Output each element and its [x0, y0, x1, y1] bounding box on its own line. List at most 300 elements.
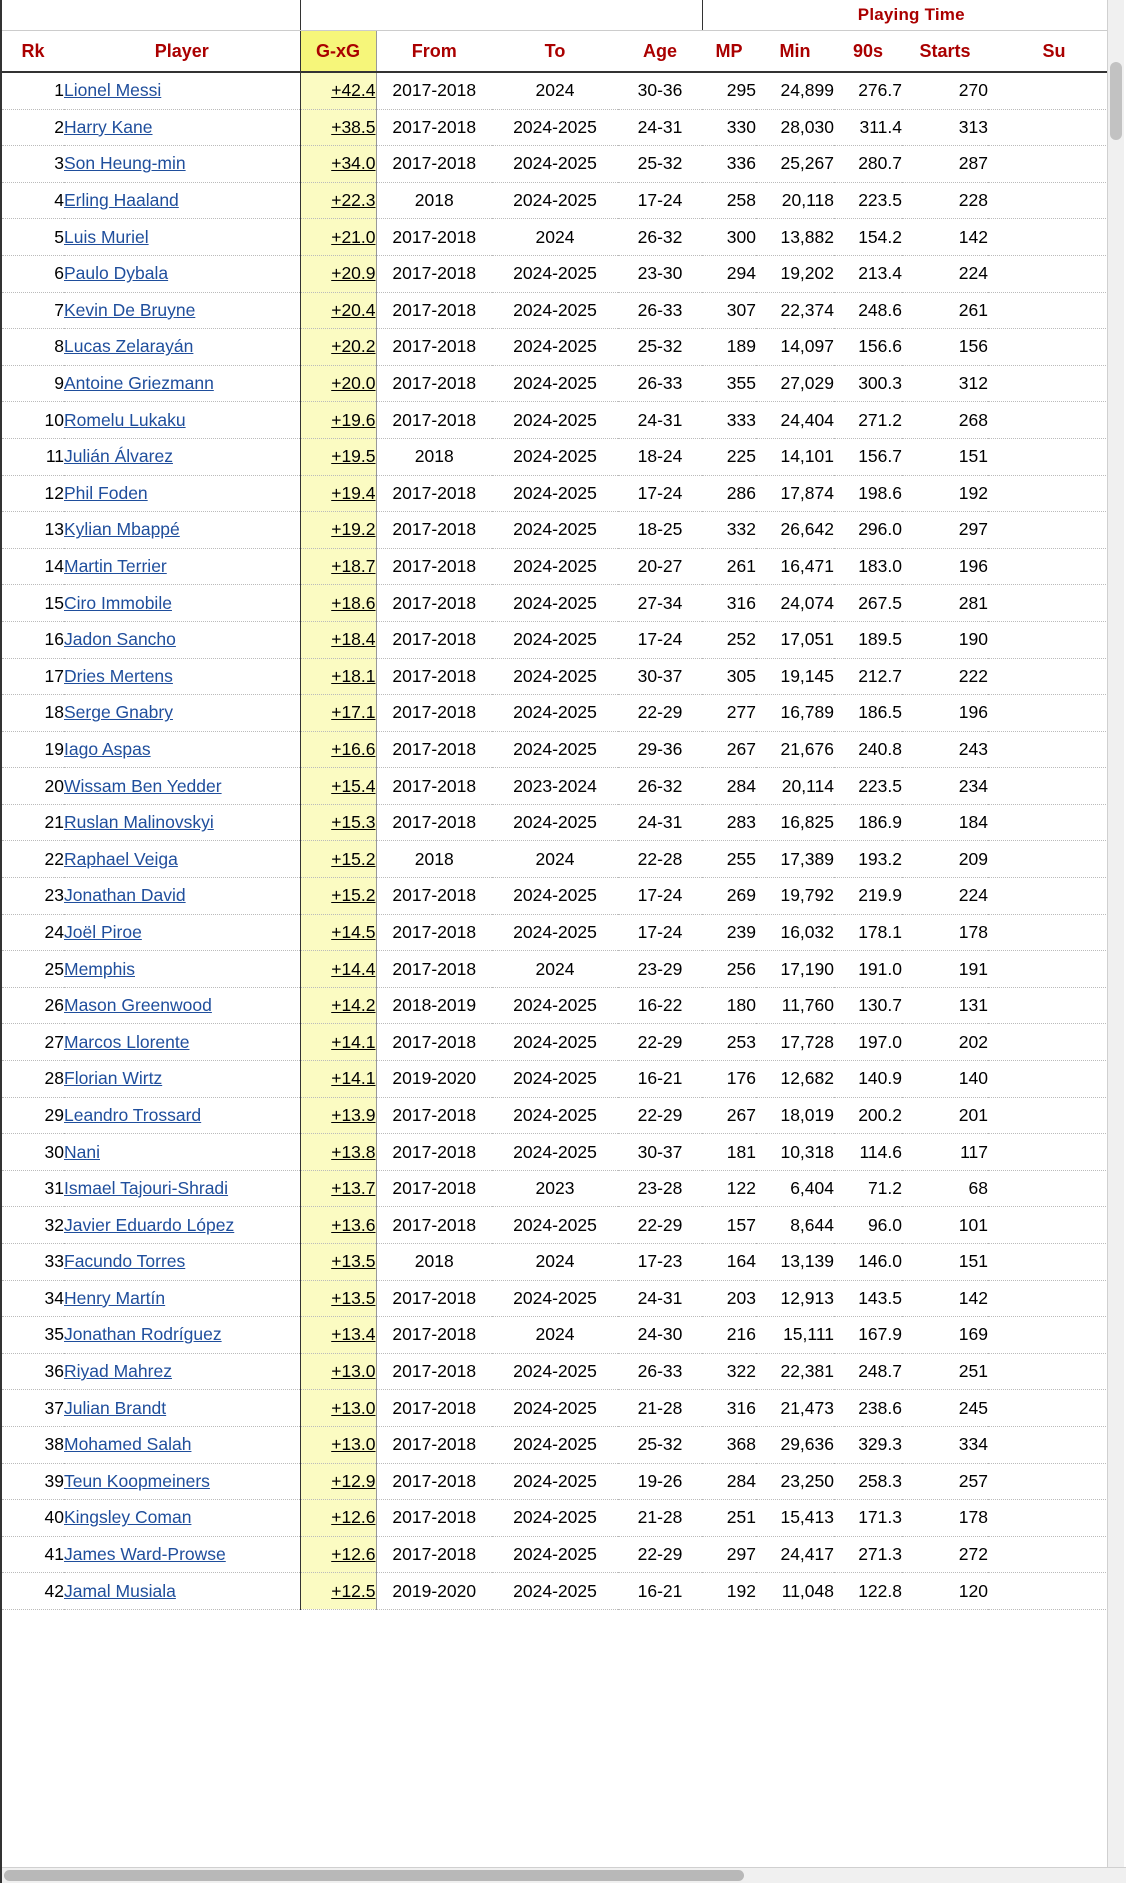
gxg-value: +13.4 [331, 1324, 376, 1345]
cell-player [64, 658, 300, 695]
player-link[interactable]: Nani [64, 1141, 100, 1162]
vertical-scrollbar[interactable] [1107, 0, 1124, 1868]
cell-starts: 334 [902, 1426, 988, 1463]
cell-starts: 190 [902, 621, 988, 658]
cell-from: 2017-2018 [376, 219, 492, 256]
cell-mp: 253 [702, 1024, 756, 1061]
cell-starts: 268 [902, 402, 988, 439]
cell-90s: 280.7 [834, 146, 902, 183]
cell-age: 17-24 [618, 475, 702, 512]
cell-subs [988, 182, 1120, 219]
cell-to: 2024 [492, 72, 618, 109]
player-link[interactable]: Javier Eduardo López [64, 1214, 235, 1235]
player-link[interactable]: Dries Mertens [64, 665, 173, 686]
cell-90s: 130.7 [834, 987, 902, 1024]
cell-from: 2017-2018 [376, 621, 492, 658]
gxg-value: +13.5 [331, 1251, 376, 1272]
cell-min: 25,267 [756, 146, 834, 183]
player-link[interactable]: Julián Álvarez [64, 446, 173, 467]
cell-starts: 142 [902, 219, 988, 256]
gxg-value: +18.1 [331, 665, 376, 686]
player-link[interactable]: Henry Martín [64, 1287, 166, 1308]
cell-gxg [300, 914, 376, 951]
cell-player [64, 951, 300, 988]
cell-min: 24,404 [756, 402, 834, 439]
player-link[interactable]: Raphael Veiga [64, 848, 178, 869]
cell-age: 27-34 [618, 585, 702, 622]
cell-rank: 37 [2, 1390, 64, 1427]
player-link[interactable]: Antoine Griezmann [64, 373, 214, 394]
player-link[interactable]: Luis Muriel [64, 226, 149, 247]
player-link[interactable]: Julian Brandt [64, 1397, 167, 1418]
cell-from: 2017-2018 [376, 1463, 492, 1500]
cell-age: 24-31 [618, 402, 702, 439]
cell-age: 24-31 [618, 804, 702, 841]
cell-90s: 167.9 [834, 1317, 902, 1354]
cell-min: 17,051 [756, 621, 834, 658]
cell-mp: 333 [702, 402, 756, 439]
cell-90s: 271.3 [834, 1536, 902, 1573]
cell-starts: 196 [902, 695, 988, 732]
player-link[interactable]: Riyad Mahrez [64, 1361, 172, 1382]
cell-gxg [300, 1061, 376, 1098]
cell-from: 2017-2018 [376, 109, 492, 146]
cell-gxg [300, 987, 376, 1024]
cell-player [64, 365, 300, 402]
player-link[interactable]: Ruslan Malinovskyi [64, 812, 214, 833]
gxg-value: +18.7 [331, 556, 376, 577]
cell-from: 2017-2018 [376, 475, 492, 512]
cell-from: 2017-2018 [376, 1170, 492, 1207]
cell-to: 2024-2025 [492, 1426, 618, 1463]
cell-starts: 281 [902, 585, 988, 622]
table-row [2, 1500, 1120, 1537]
cell-from: 2017-2018 [376, 1097, 492, 1134]
cell-player [64, 1170, 300, 1207]
cell-mp: 295 [702, 72, 756, 109]
cell-age: 17-24 [618, 182, 702, 219]
cell-starts: 151 [902, 1244, 988, 1281]
cell-starts: 156 [902, 329, 988, 366]
table-row [2, 987, 1120, 1024]
cell-90s: 96.0 [834, 1207, 902, 1244]
cell-mp: 122 [702, 1170, 756, 1207]
cell-starts: 243 [902, 731, 988, 768]
gxg-value: +13.5 [331, 1287, 376, 1308]
cell-from: 2017-2018 [376, 1500, 492, 1537]
player-link[interactable]: Kylian Mbappé [64, 519, 180, 540]
gxg-value: +19.2 [331, 519, 376, 540]
column-header-age[interactable]: Age [618, 31, 702, 73]
cell-to: 2024-2025 [492, 329, 618, 366]
cell-gxg [300, 1207, 376, 1244]
cell-to: 2024-2025 [492, 804, 618, 841]
cell-mp: 203 [702, 1280, 756, 1317]
cell-starts: 101 [902, 1207, 988, 1244]
table-row [2, 695, 1120, 732]
player-link[interactable]: Son Heung-min [64, 153, 186, 174]
cell-min: 21,676 [756, 731, 834, 768]
cell-min: 19,792 [756, 878, 834, 915]
cell-rank: 20 [2, 768, 64, 805]
cell-to: 2024-2025 [492, 512, 618, 549]
gxg-value: +17.1 [331, 702, 376, 723]
cell-mp: 336 [702, 146, 756, 183]
cell-subs [988, 402, 1120, 439]
cell-subs [988, 109, 1120, 146]
cell-mp: 284 [702, 768, 756, 805]
horizontal-scrollbar-thumb[interactable] [4, 1870, 744, 1881]
cell-gxg [300, 402, 376, 439]
cell-subs [988, 951, 1120, 988]
cell-age: 26-33 [618, 292, 702, 329]
cell-gxg [300, 1170, 376, 1207]
cell-subs [988, 1097, 1120, 1134]
cell-player [64, 914, 300, 951]
cell-mp: 225 [702, 438, 756, 475]
player-link[interactable]: Memphis [64, 958, 135, 979]
cell-subs [988, 1061, 1120, 1098]
cell-90s: 258.3 [834, 1463, 902, 1500]
column-header-rk[interactable]: Rk [2, 31, 64, 73]
cell-rank: 38 [2, 1426, 64, 1463]
cell-90s: 223.5 [834, 182, 902, 219]
cell-90s: 189.5 [834, 621, 902, 658]
cell-from: 2017-2018 [376, 292, 492, 329]
cell-gxg [300, 146, 376, 183]
cell-to: 2024 [492, 1317, 618, 1354]
cell-subs [988, 878, 1120, 915]
cell-player [64, 1280, 300, 1317]
gxg-value: +15.4 [331, 775, 376, 796]
cell-from: 2017-2018 [376, 951, 492, 988]
cell-age: 18-25 [618, 512, 702, 549]
cell-mp: 307 [702, 292, 756, 329]
cell-player [64, 219, 300, 256]
table-row [2, 1244, 1120, 1281]
cell-subs [988, 512, 1120, 549]
group-header-playing-time: Playing Time [702, 0, 1120, 31]
cell-rank: 6 [2, 255, 64, 292]
cell-to: 2024-2025 [492, 1024, 618, 1061]
cell-mp: 267 [702, 1097, 756, 1134]
cell-starts: 140 [902, 1061, 988, 1098]
cell-mp: 283 [702, 804, 756, 841]
gxg-value: +13.7 [331, 1178, 376, 1199]
cell-90s: 300.3 [834, 365, 902, 402]
table-row [2, 1573, 1120, 1610]
cell-gxg [300, 182, 376, 219]
player-link[interactable]: Jonathan Rodríguez [64, 1324, 222, 1345]
cell-age: 17-23 [618, 1244, 702, 1281]
cell-gxg [300, 621, 376, 658]
cell-mp: 316 [702, 585, 756, 622]
cell-starts: 297 [902, 512, 988, 549]
player-link[interactable]: Jonathan David [64, 885, 186, 906]
gxg-value: +34.0 [331, 153, 376, 174]
cell-subs [988, 1280, 1120, 1317]
player-link[interactable]: Paulo Dybala [64, 263, 169, 284]
cell-min: 20,114 [756, 768, 834, 805]
cell-90s: 240.8 [834, 731, 902, 768]
cell-90s: 271.2 [834, 402, 902, 439]
cell-subs [988, 255, 1120, 292]
cell-gxg [300, 951, 376, 988]
cell-to: 2024-2025 [492, 548, 618, 585]
table-row [2, 329, 1120, 366]
cell-player [64, 878, 300, 915]
column-header-mp[interactable]: MP [702, 31, 756, 73]
cell-min: 22,381 [756, 1353, 834, 1390]
cell-to: 2024-2025 [492, 1097, 618, 1134]
cell-starts: 261 [902, 292, 988, 329]
player-link[interactable]: Kevin De Bruyne [64, 299, 196, 320]
cell-starts: 178 [902, 1500, 988, 1537]
cell-subs [988, 1134, 1120, 1171]
cell-age: 23-30 [618, 255, 702, 292]
cell-mp: 216 [702, 1317, 756, 1354]
player-link[interactable]: Leandro Trossard [64, 1104, 202, 1125]
cell-mp: 256 [702, 951, 756, 988]
player-link[interactable]: Martin Terrier [64, 556, 167, 577]
cell-90s: 248.6 [834, 292, 902, 329]
gxg-value: +18.6 [331, 592, 376, 613]
cell-90s: 198.6 [834, 475, 902, 512]
cell-gxg [300, 658, 376, 695]
cell-subs [988, 621, 1120, 658]
cell-rank: 31 [2, 1170, 64, 1207]
cell-starts: 169 [902, 1317, 988, 1354]
cell-gxg [300, 255, 376, 292]
player-link[interactable]: Phil Foden [64, 482, 148, 503]
column-header-starts[interactable]: Starts [902, 31, 988, 73]
column-header-min[interactable]: Min [756, 31, 834, 73]
cell-age: 22-29 [618, 1536, 702, 1573]
player-link[interactable]: Serge Gnabry [64, 702, 173, 723]
cell-starts: 251 [902, 1353, 988, 1390]
column-header-90s[interactable]: 90s [834, 31, 902, 73]
player-link[interactable]: Mason Greenwood [64, 995, 212, 1016]
cell-90s: 238.6 [834, 1390, 902, 1427]
cell-mp: 252 [702, 621, 756, 658]
cell-to: 2024-2025 [492, 1061, 618, 1098]
cell-age: 26-33 [618, 365, 702, 402]
cell-min: 17,389 [756, 841, 834, 878]
column-header-subs[interactable]: Su [988, 31, 1120, 73]
cell-min: 14,101 [756, 438, 834, 475]
player-link[interactable]: James Ward-Prowse [64, 1544, 226, 1565]
cell-mp: 181 [702, 1134, 756, 1171]
cell-min: 8,644 [756, 1207, 834, 1244]
cell-rank: 26 [2, 987, 64, 1024]
cell-to: 2024-2025 [492, 365, 618, 402]
cell-90s: 193.2 [834, 841, 902, 878]
cell-to: 2024-2025 [492, 1280, 618, 1317]
gxg-value: +12.5 [331, 1580, 376, 1601]
cell-rank: 22 [2, 841, 64, 878]
table-row [2, 109, 1120, 146]
player-link[interactable]: Florian Wirtz [64, 1068, 163, 1089]
gxg-value: +14.2 [331, 995, 376, 1016]
cell-player [64, 621, 300, 658]
cell-90s: 212.7 [834, 658, 902, 695]
column-header-to[interactable]: To [492, 31, 618, 73]
cell-mp: 258 [702, 182, 756, 219]
player-link[interactable]: Erling Haaland [64, 190, 179, 211]
cell-from: 2017-2018 [376, 768, 492, 805]
cell-starts: 192 [902, 475, 988, 512]
column-header-gxg[interactable]: G-xG [300, 31, 376, 73]
gxg-value: +13.0 [331, 1434, 376, 1455]
player-link[interactable]: Wissam Ben Yedder [64, 775, 222, 796]
cell-90s: 296.0 [834, 512, 902, 549]
gxg-value: +15.2 [331, 848, 376, 869]
cell-mp: 189 [702, 329, 756, 366]
cell-gxg [300, 1536, 376, 1573]
cell-subs [988, 731, 1120, 768]
player-link[interactable]: Ismael Tajouri-Shradi [64, 1178, 229, 1199]
cell-player [64, 329, 300, 366]
cell-subs [988, 72, 1120, 109]
table-row [2, 621, 1120, 658]
cell-starts: 272 [902, 1536, 988, 1573]
cell-90s: 200.2 [834, 1097, 902, 1134]
cell-player [64, 731, 300, 768]
player-link[interactable]: Joël Piroe [64, 921, 142, 942]
cell-from: 2017-2018 [376, 329, 492, 366]
cell-starts: 196 [902, 548, 988, 585]
cell-gxg [300, 1463, 376, 1500]
player-link[interactable]: Mohamed Salah [64, 1434, 192, 1455]
player-link[interactable]: Jadon Sancho [64, 629, 176, 650]
table-row [2, 878, 1120, 915]
cell-age: 22-28 [618, 841, 702, 878]
cell-starts: 201 [902, 1097, 988, 1134]
vertical-scrollbar-thumb[interactable] [1110, 62, 1122, 140]
cell-gxg [300, 475, 376, 512]
player-link[interactable]: Lucas Zelarayán [64, 336, 194, 357]
cell-gxg [300, 1244, 376, 1281]
gxg-value: +19.6 [331, 409, 376, 430]
cell-rank: 35 [2, 1317, 64, 1354]
cell-player [64, 1463, 300, 1500]
cell-to: 2024-2025 [492, 658, 618, 695]
gxg-value: +12.9 [331, 1470, 376, 1491]
cell-mp: 305 [702, 658, 756, 695]
player-link[interactable]: Jamal Musiala [64, 1580, 176, 1601]
cell-mp: 322 [702, 1353, 756, 1390]
cell-player [64, 1426, 300, 1463]
cell-from: 2017-2018 [376, 548, 492, 585]
cell-mp: 239 [702, 914, 756, 951]
player-link[interactable]: Lionel Messi [64, 80, 162, 101]
cell-age: 24-30 [618, 1317, 702, 1354]
player-link[interactable]: Romelu Lukaku [64, 409, 186, 430]
cell-rank: 36 [2, 1353, 64, 1390]
gxg-value: +38.5 [331, 116, 376, 137]
cell-mp: 176 [702, 1061, 756, 1098]
cell-mp: 269 [702, 878, 756, 915]
cell-to: 2024-2025 [492, 109, 618, 146]
cell-subs [988, 146, 1120, 183]
gxg-value: +15.3 [331, 812, 376, 833]
cell-min: 11,760 [756, 987, 834, 1024]
cell-subs [988, 1207, 1120, 1244]
cell-min: 6,404 [756, 1170, 834, 1207]
cell-player [64, 1134, 300, 1171]
column-header-from[interactable]: From [376, 31, 492, 73]
column-header-player[interactable]: Player [64, 31, 300, 73]
gxg-value: +18.4 [331, 629, 376, 650]
cell-player [64, 1353, 300, 1390]
player-link[interactable]: Facundo Torres [64, 1251, 186, 1272]
table-row [2, 1463, 1120, 1500]
column-header-row [2, 31, 1120, 73]
cell-from: 2017-2018 [376, 1207, 492, 1244]
table-row [2, 219, 1120, 256]
cell-age: 26-32 [618, 768, 702, 805]
cell-subs [988, 1500, 1120, 1537]
cell-90s: 186.9 [834, 804, 902, 841]
player-link[interactable]: Ciro Immobile [64, 592, 172, 613]
cell-player [64, 1573, 300, 1610]
cell-to: 2024-2025 [492, 695, 618, 732]
player-link[interactable]: Harry Kane [64, 116, 153, 137]
cell-gxg [300, 1280, 376, 1317]
gxg-value: +42.4 [331, 80, 376, 101]
table-row [2, 1390, 1120, 1427]
player-link[interactable]: Iago Aspas [64, 738, 151, 759]
cell-starts: 202 [902, 1024, 988, 1061]
cell-gxg [300, 1426, 376, 1463]
cell-rank: 5 [2, 219, 64, 256]
cell-min: 16,789 [756, 695, 834, 732]
cell-player [64, 841, 300, 878]
cell-90s: 146.0 [834, 1244, 902, 1281]
cell-from: 2018 [376, 1244, 492, 1281]
cell-age: 24-31 [618, 109, 702, 146]
cell-rank: 19 [2, 731, 64, 768]
horizontal-scrollbar[interactable] [2, 1867, 1126, 1883]
cell-mp: 284 [702, 1463, 756, 1500]
gxg-value: +20.4 [331, 299, 376, 320]
player-link[interactable]: Marcos Llorente [64, 1031, 190, 1052]
cell-subs [988, 292, 1120, 329]
cell-to: 2024-2025 [492, 146, 618, 183]
cell-min: 13,882 [756, 219, 834, 256]
cell-gxg [300, 1353, 376, 1390]
cell-min: 29,636 [756, 1426, 834, 1463]
cell-age: 16-21 [618, 1061, 702, 1098]
cell-min: 12,682 [756, 1061, 834, 1098]
cell-starts: 228 [902, 182, 988, 219]
cell-gxg [300, 878, 376, 915]
cell-starts: 224 [902, 878, 988, 915]
cell-player [64, 1317, 300, 1354]
cell-player [64, 1244, 300, 1281]
cell-90s: 248.7 [834, 1353, 902, 1390]
cell-mp: 297 [702, 1536, 756, 1573]
cell-age: 22-29 [618, 1024, 702, 1061]
cell-subs [988, 219, 1120, 256]
player-link[interactable]: Kingsley Coman [64, 1507, 192, 1528]
cell-starts: 222 [902, 658, 988, 695]
cell-rank: 13 [2, 512, 64, 549]
table-row [2, 1536, 1120, 1573]
cell-min: 22,374 [756, 292, 834, 329]
player-link[interactable]: Teun Koopmeiners [64, 1470, 210, 1491]
cell-from: 2017-2018 [376, 878, 492, 915]
